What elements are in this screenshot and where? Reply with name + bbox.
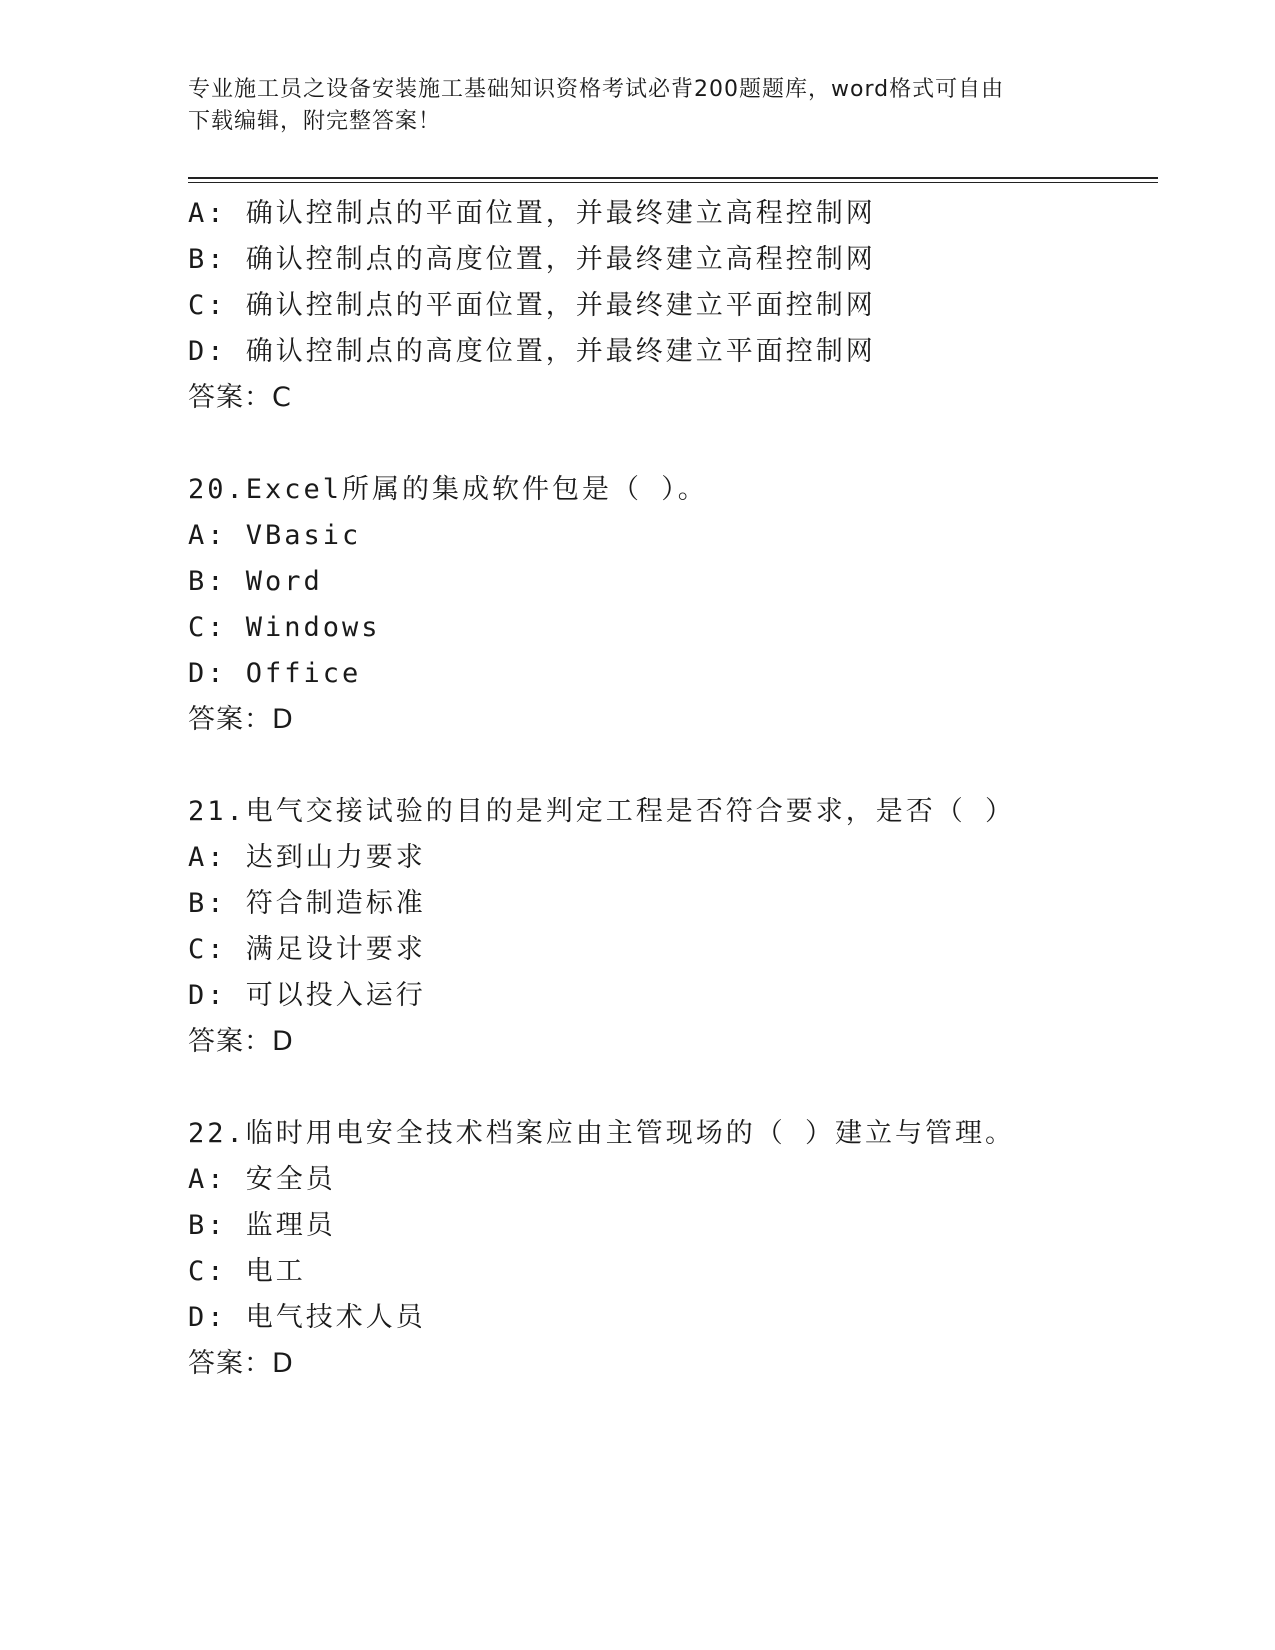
answer-line: 答案：C [188,382,292,413]
question-block-20 [188,467,1158,743]
option-d: D: 确认控制点的高度位置，并最终建立平面控制网 [188,336,876,367]
question-block-22 [188,1111,1158,1387]
option-c: C: 确认控制点的平面位置，并最终建立平面控制网 [188,290,876,321]
option-b: B: 监理员 [188,1210,336,1241]
option-a: A: 确认控制点的平面位置，并最终建立高程控制网 [188,198,876,229]
question-text: 21.电气交接试验的目的是判定工程是否符合要求，是否（ ） [188,796,1016,827]
question-block-19 [188,191,1158,421]
option-c: C: Windows [188,612,381,643]
option-a: A: 安全员 [188,1164,336,1195]
spacer [188,743,1158,789]
spacer [188,1065,1158,1111]
option-b: B: Word [188,566,323,597]
question-block-21 [188,789,1158,1065]
document-header [188,74,1088,138]
option-c: C: 满足设计要求 [188,934,426,965]
option-a: A: 达到山力要求 [188,842,426,873]
question-text: 22.临时用电安全技术档案应由主管现场的（ ）建立与管理。 [188,1118,1016,1149]
question-list [188,191,1158,1387]
option-b: B: 符合制造标准 [188,888,426,919]
option-a: A: VBasic [188,520,362,551]
header-divider-thick [188,177,1158,179]
option-d: D: 可以投入运行 [188,980,426,1011]
answer-line: 答案：D [188,1026,294,1057]
spacer [188,421,1158,467]
header-line-1: 专业施工员之设备安装施工基础知识资格考试必背200题题库，word格式可自由 [188,77,1005,102]
option-c: C: 电工 [188,1256,306,1287]
option-d: D: Office [188,658,362,689]
question-text: 20.Excel所属的集成软件包是（ ）。 [188,474,708,505]
answer-line: 答案：D [188,704,294,735]
option-b: B: 确认控制点的高度位置，并最终建立高程控制网 [188,244,876,275]
header-divider-thin [188,182,1158,183]
answer-line: 答案：D [188,1348,294,1379]
header-line-2: 下载编辑，附完整答案！ [188,109,442,134]
option-d: D: 电气技术人员 [188,1302,426,1333]
